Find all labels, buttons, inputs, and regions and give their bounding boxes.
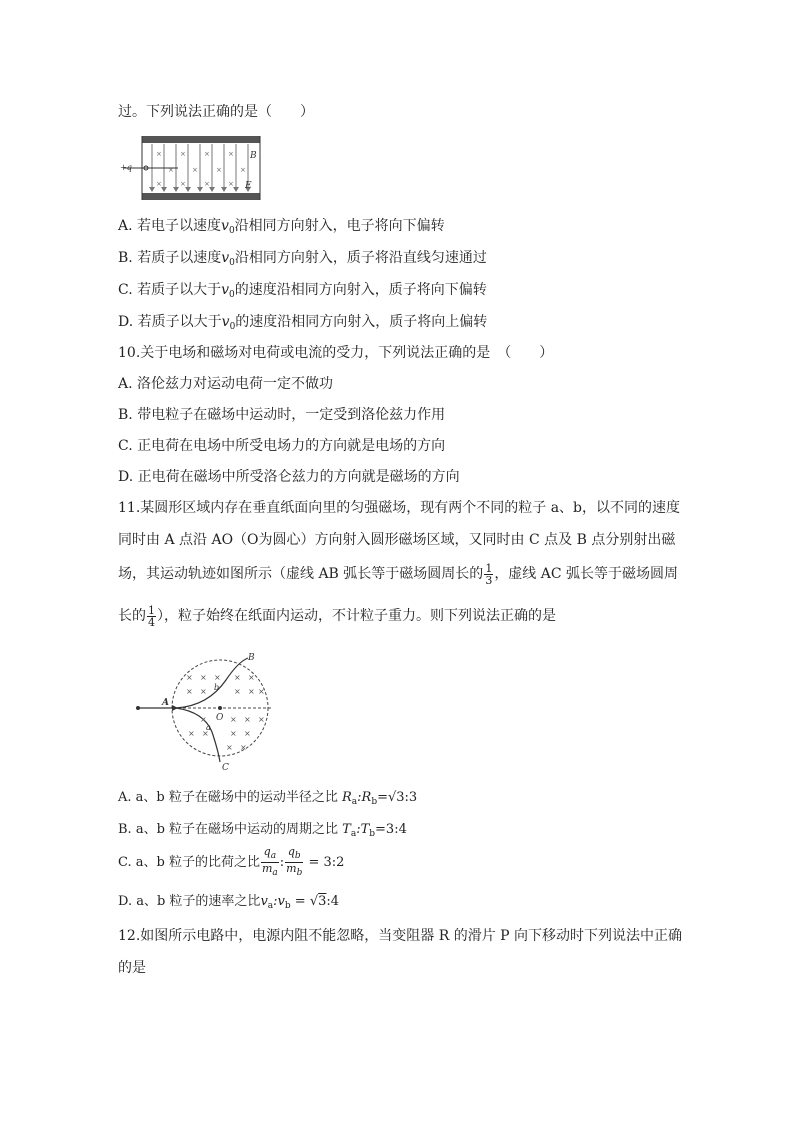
q9-option-b-text-1: B. 若质子以速度 [118, 250, 222, 266]
svg-text:×: × [168, 166, 174, 174]
q10-stem: 10.关于电场和磁场对电荷或电流的受力，下列说法正确的是 （ ） [118, 345, 554, 361]
q11-option-d-ratio: :4 [326, 894, 340, 909]
q11-option-c-ratio: = 3:2 [304, 855, 345, 870]
svg-text:×: × [204, 150, 210, 158]
q10-option-d: D. 正电荷在磁场中所受洛仑兹力的方向就是磁场的方向 [118, 469, 460, 485]
sqrt-symbol: √ [309, 894, 319, 909]
point-a-label: A [162, 698, 169, 708]
q11-stem-line-4 [118, 602, 556, 630]
q9-option-d-text-1: D. 若质子以大于 [118, 314, 222, 330]
charge-label: +q [120, 163, 132, 172]
frac-1-m-sub: a [272, 868, 278, 878]
q11-stem-line-3 [118, 560, 678, 588]
b-field-label: B [250, 151, 257, 161]
q11-option-d-sub-2: b [284, 901, 291, 911]
svg-text:×: × [244, 715, 251, 724]
fraction-one-third [484, 563, 493, 586]
svg-text:×: × [234, 673, 241, 682]
q9-option-b [118, 248, 487, 273]
q11-option-d-mid: :v [273, 894, 285, 909]
q9-option-c-var: v [221, 282, 230, 298]
q9-option-a [118, 216, 445, 241]
q9-option-a-text-2: 沿相同方向射入，电子将向下偏转 [234, 218, 445, 234]
svg-text:×: × [258, 687, 265, 696]
q11-option-b-text: B. a、b 粒子在磁场中运动的周期之比 [118, 822, 343, 837]
svg-text:×: × [216, 166, 222, 174]
velocity-selector-figure [118, 132, 268, 204]
q9-option-c-text-1: C. 若质子以大于 [118, 282, 222, 298]
q11-option-c-frac-2 [285, 846, 303, 879]
svg-text:×: × [234, 687, 241, 696]
q11-option-b [118, 820, 407, 844]
q9-option-c-sub: 0 [229, 290, 235, 300]
frac-2-m-sub: b [296, 868, 303, 878]
svg-text:×: × [200, 715, 207, 724]
q11-stem-line-1: 11.某圆形区域内存在垂直纸面向里的匀强磁场，现有两个不同的粒子 a、b，以不同的速度 [118, 500, 681, 516]
q11-stem-line-2: 同时由 A 点沿 AO（O为圆心）方向射入圆形磁场区域，又同时由 C 点及 B 点分别射出磁 [118, 532, 676, 548]
svg-text:×: × [258, 715, 265, 724]
q11-option-b-t: T [342, 822, 351, 837]
svg-text:×: × [204, 180, 210, 188]
svg-text:×: × [186, 687, 193, 696]
svg-text:×: × [228, 150, 234, 158]
q11-stem-line-4-text-1: 长的 [118, 608, 146, 624]
svg-text:×: × [248, 673, 255, 682]
q9-option-c-text-2: 的速度沿相同方向射入，质子将向下偏转 [234, 282, 487, 298]
q9-option-d [118, 312, 487, 337]
point-b-label: B [248, 653, 255, 663]
fraction-one-quarter-denominator: 4 [148, 615, 155, 629]
q9-option-b-var: v [221, 250, 230, 266]
fraction-one-third-numerator: 1 [485, 561, 493, 575]
svg-text:×: × [188, 729, 195, 738]
sqrt-radicand: 3 [318, 894, 327, 909]
q11-option-a-text: A. a、b 粒子在磁场中的运动半径之比 [118, 790, 342, 805]
q11-option-a-sub-1: a [351, 797, 358, 807]
svg-text:×: × [230, 729, 237, 738]
frac-2-q-sub: b [294, 851, 301, 861]
q11-option-c-text: C. a、b 粒子的比荷之比 [118, 855, 260, 870]
frac-1-q-sub: a [270, 851, 277, 861]
q11-option-d-text: D. a、b 粒子的速率之比 [118, 894, 261, 909]
frac-2-q: q [287, 845, 295, 858]
q10-option-c: C. 正电荷在电场中所受电场力的方向就是电场的方向 [118, 438, 446, 454]
q9-option-a-text-1: A. 若电子以速度 [118, 218, 222, 234]
svg-text:×: × [186, 673, 193, 682]
q11-stem-line-3-text-1: 场，其运动轨迹如图所示（虚线 AB 弧长等于磁场圆周长的 [118, 566, 484, 582]
q9-option-d-var: v [221, 314, 230, 330]
svg-text:×: × [228, 180, 234, 188]
q11-option-b-sub-1: a [350, 829, 357, 839]
fraction-one-quarter [147, 605, 156, 628]
fraction-one-third-denominator: 3 [485, 573, 493, 587]
q11-option-b-sub-2: b [369, 829, 376, 839]
q11-option-c-frac-1 [261, 846, 279, 879]
q12-stem-line-2: 的是 [118, 960, 146, 976]
q9-stem-tail: 过。下列说法正确的是（ ） [118, 104, 314, 120]
q11-option-c: C. a、b 粒子的比荷之比 $\frac{q_a}{m_a}$ : $\frac{q_b}{m_b}$ = 3:2 [118, 845, 345, 878]
q11-option-b-mid: :T [356, 822, 370, 837]
svg-text:×: × [192, 166, 198, 174]
q11-option-d [118, 892, 339, 916]
frac-1-q: q [263, 845, 271, 858]
particle-b-label: b [214, 683, 220, 692]
svg-text:×: × [240, 743, 247, 752]
e-field-label: E [245, 181, 252, 191]
frac-1-m: m [261, 862, 273, 875]
point-c-label: C [222, 763, 229, 772]
fraction-one-quarter-numerator: 1 [148, 603, 155, 617]
q9-option-a-var: v [221, 218, 229, 234]
svg-text:×: × [200, 673, 207, 682]
q9-option-b-text-2: 沿相同方向射入，质子将沿直线匀速通过 [234, 250, 487, 266]
q12-stem-line-1: 12.如图所示电路中，电源内阻不能忽略，当变阻器 R 的滑片 P 向下移动时下列说法中正确 [118, 928, 683, 944]
q9-option-a-sub: 0 [228, 226, 235, 236]
frac-2-m: m [286, 862, 297, 875]
particle-a-label: a [206, 723, 211, 732]
svg-text:×: × [214, 673, 221, 682]
q11-stem-line-3-text-2: ，虚线 AC 弧长等于磁场圆周 [494, 566, 679, 582]
svg-text:×: × [156, 150, 162, 158]
q10-option-b: B. 带电粒子在磁场中运动时，一定受到洛伦兹力作用 [118, 407, 446, 423]
svg-text:×: × [200, 687, 207, 696]
svg-text:×: × [180, 150, 186, 158]
svg-text:×: × [226, 743, 233, 752]
q11-option-d-sub-1: a [267, 901, 274, 911]
circular-field-figure [130, 650, 280, 772]
q11-option-a [118, 788, 417, 812]
q11-option-b-ratio: =3:4 [375, 822, 407, 837]
svg-text:×: × [230, 715, 237, 724]
svg-text:×: × [180, 180, 186, 188]
q11-option-d-v: v [260, 894, 268, 909]
q9-option-b-sub: 0 [229, 258, 235, 268]
svg-text:×: × [248, 687, 255, 696]
svg-text:×: × [156, 180, 162, 188]
svg-text:×: × [202, 729, 209, 738]
svg-text:×: × [244, 729, 251, 738]
q11-option-d-eq: = [290, 894, 310, 909]
q9-option-d-sub: 0 [229, 322, 236, 332]
q11-option-a-ratio: =√3:3 [377, 790, 418, 805]
center-o-label: O [216, 713, 224, 723]
q11-stem-line-4-text-2: ），粒子始终在纸面内运动，不计粒子重力。则下列说法正确的是 [157, 608, 556, 624]
q9-option-c [118, 280, 487, 305]
q9-option-d-text-2: 的速度沿相同方向射入，质子将向上偏转 [235, 314, 488, 330]
q10-option-a: A. 洛伦兹力对运动电荷一定不做功 [118, 376, 334, 392]
q11-option-a-mid: :R [357, 790, 372, 805]
svg-text:×: × [240, 166, 246, 174]
q11-option-a-sub-2: b [371, 797, 378, 807]
q11-option-a-r: R [342, 790, 352, 805]
